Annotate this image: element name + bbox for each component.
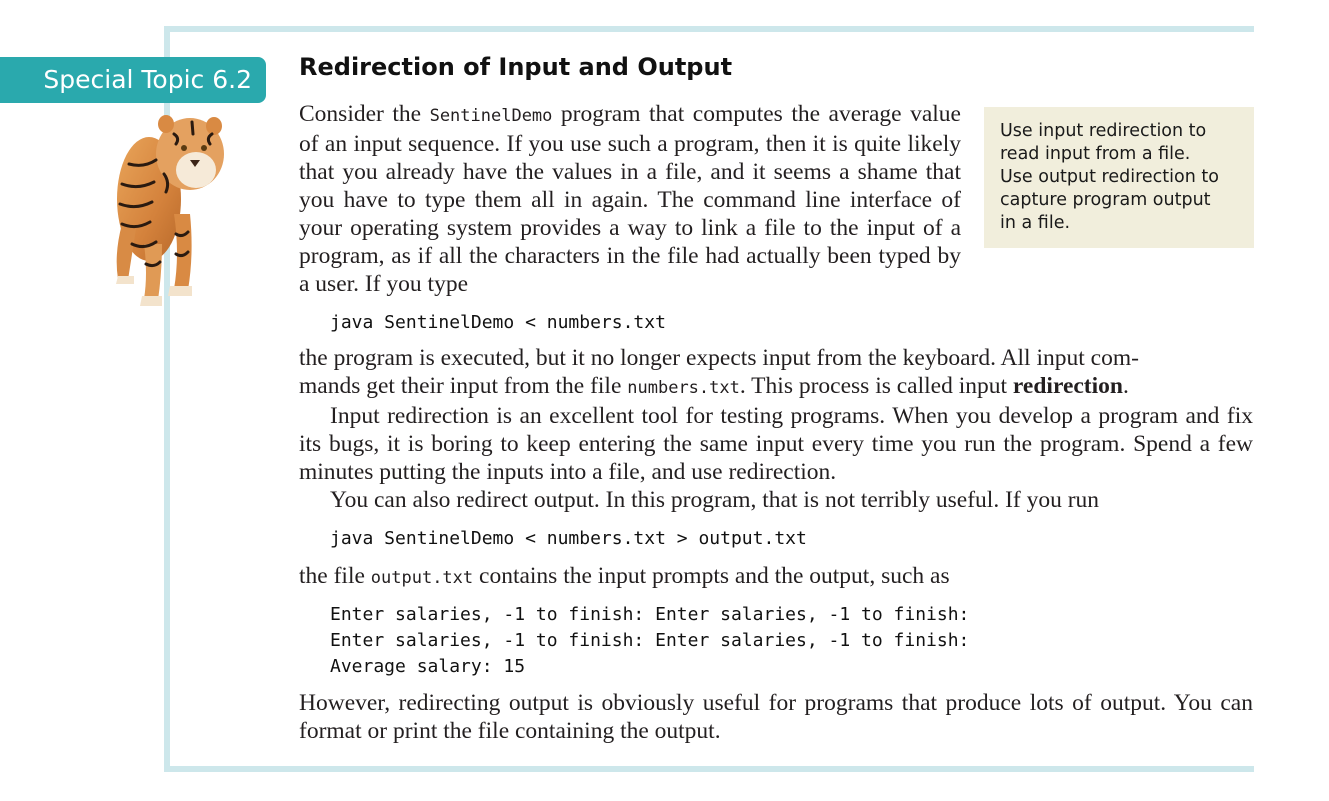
code-line: Enter salaries, -1 to finish: Enter salaries, -1 to finish: (330, 630, 970, 651)
paragraph-intro (299, 100, 961, 298)
paragraph-output-file (299, 562, 1253, 592)
code-block-input-redirect: java SentinelDemo < numbers.txt (330, 312, 666, 333)
frame-bottom-border (164, 766, 1254, 772)
note-line: in a file. (1000, 213, 1071, 233)
inline-code: numbers.txt (627, 378, 740, 398)
paragraph-conclusion: However, redirecting output is obviously useful for programs that produce lots of output. You can format or print the file containing the output. (299, 690, 1253, 744)
keyword-term: redirection (1012, 373, 1123, 399)
text-run: . This process is called input (739, 373, 1013, 399)
text-run: mands get their input from the file (299, 373, 628, 399)
text-run: the file (299, 563, 371, 589)
tiger-illustration (104, 104, 234, 314)
text-run: Consider the (299, 101, 430, 127)
paragraph-redirection (299, 344, 1253, 402)
note-line: capture program output (1000, 190, 1211, 210)
paragraph-output-redirect: You can also redirect output. In this program, that is not terribly useful. If you run (330, 487, 1100, 513)
text-run: the program is executed, but it no longer expects input from the keyboard. All input com- (299, 345, 1139, 371)
paragraph-testing: Input redirection is an excellent tool for testing programs. When you develop a program and fix its bugs, it is boring to keep entering the same input every time you run the program. Spend a few minutes putting the inputs into a file, and use redirection. (299, 403, 1253, 485)
inline-code: SentinelDemo (429, 106, 553, 126)
text-run: . (1122, 373, 1129, 399)
special-topic-tab: Special Topic 6.2 (0, 57, 266, 103)
section-title: Redirection of Input and Output (299, 53, 733, 81)
code-line: Enter salaries, -1 to finish: Enter salaries, -1 to finish: (330, 604, 970, 625)
code-block-output-redirect: java SentinelDemo < numbers.txt > output.txt (330, 528, 807, 549)
note-line: Use output redirection to (1000, 167, 1219, 187)
code-line: Average salary: 15 (330, 656, 526, 677)
text-run: program that computes the average value of an input sequence. If you use such a program, then it is quite likely that you already have the values in a file, and it seems a shame that you have to type them all in again. The command line interface of your operating system provides a way to link a file to the input of a program, as if all the characters in the file had actually been typed by a user. If you type (299, 101, 961, 297)
code-block-output-sample (330, 602, 969, 680)
note-line: read input from a file. (1000, 144, 1191, 164)
margin-note (984, 107, 1254, 248)
frame-top-border (164, 26, 1254, 32)
text-run: contains the input prompts and the output, such as (473, 563, 950, 589)
inline-code: output.txt (370, 568, 474, 588)
note-line: Use input redirection to (1000, 121, 1207, 141)
